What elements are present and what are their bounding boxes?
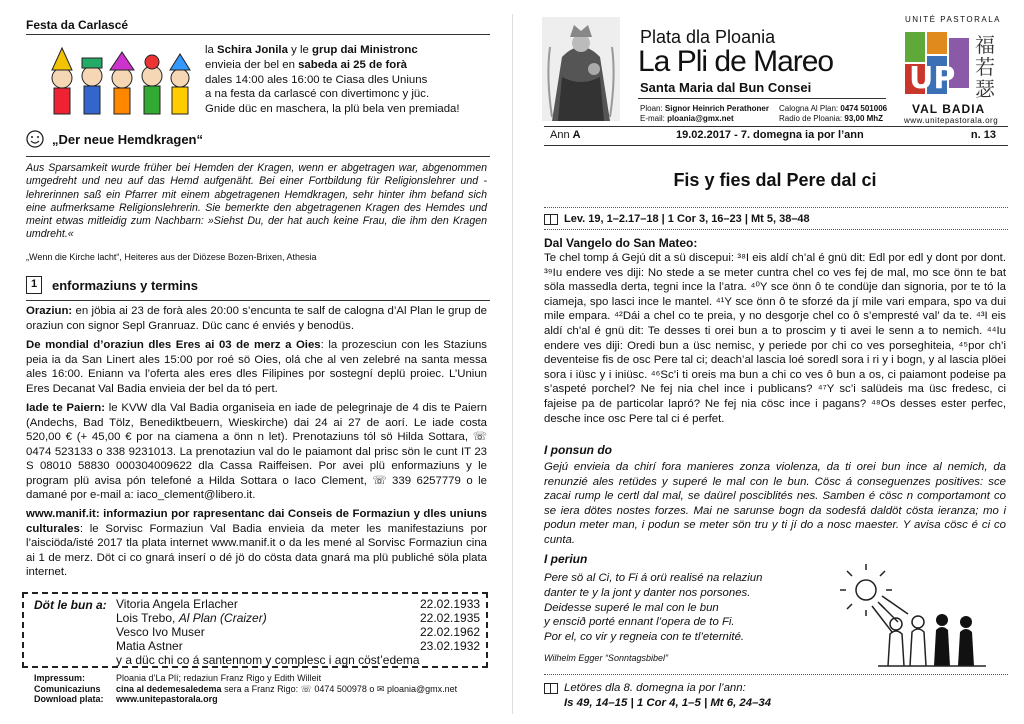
- svg-text:若: 若: [975, 55, 995, 79]
- download-link[interactable]: www.unitepastorala.org: [116, 694, 218, 704]
- info-paiern: Iade te Paiern: le KVW dla Val Badia organiseia en iade de pelegrinaje de 4 dis te Paiern (Andechs, Bad Tölz, Benediktbeuern, Wieskirche) dai 24 ai 27 de aorí. Le iade costa 520,00 € (+ 45,00 € por na ciamena a önn n let). Prenotaziuns tól sö Hilda Sottara, ☏ 0474 523133 o 338 9231013. La prenotaziun val do le paiamont dal prisc sön le cunt IT 23 S 08010 58830 000304009622 dla Cassa Raiffeisen. Por avei plü enformaziuns y le program plü avisa pón telefoné a Hilda Sottara o Iaco Clement, ☏ 339 6257779 o le damané por e-mail a: iaco_clement@libero.it.: [26, 402, 487, 501]
- periun-heading: I periun: [544, 552, 588, 566]
- divider: [544, 229, 1008, 230]
- issue-number: n. 13: [970, 129, 996, 141]
- contact-ploan: Ploan: Signor Heinrich Perathoner E-mail: ploania@gmx.net: [640, 104, 769, 123]
- divider: [544, 126, 1008, 127]
- hemd-heading: [26, 130, 203, 148]
- website-link[interactable]: www.unitepastorala.org: [904, 116, 999, 125]
- issue-date: 19.02.2017 - 7. domegna ia por l’ann: [676, 129, 864, 141]
- column-divider: [512, 14, 513, 714]
- info-manif: www.manif.it: informaziun por rapresentanc dai Conseis de Formaziun y dles uniuns culturales: le Sorvisc Formaziun Val Badia envieia da meter les manifestaziuns por l’aisciöda/isté 2017 tla plata internet www.manif.it o da les mené al Sorvisc Formaziun cina ai 1 de merz. Döt ci co gnará inserí o dé jö do cösta data gnará ma plü publiché söla plata internet.: [26, 508, 487, 578]
- svg-text:瑟: 瑟: [975, 77, 995, 100]
- gospel-heading: Dal Vangelo do San Mateo:: [544, 236, 698, 250]
- birthdays-box: Döt le bun a: Vitoria Angela Erlacher 22.02.1933 Lois Trebo, Al Plan (Craizer) 22.02.1935 Vesco Ivo Muser 22.02.1962 Matia Astner 23.02.1932 y a düc chi co á santennom y complesc i agn cöst’edema: [22, 592, 488, 668]
- birthdays-footer: y a düc chi co á santennom y complesc i agn cöst’edema: [116, 653, 420, 667]
- divider: [544, 207, 1008, 208]
- impressum: Impressum: Ploania d’La Plí; redaziun Franz Rigo y Edith Willeit Comunicaziuns cina al dedemesaledema sera a Franz Rigo: ☏ 0474 500978 o ✉ ploania@gmx.net Download plata: www.unitepastorala.org: [34, 673, 458, 704]
- unite-pastorala-logo: [903, 28, 1003, 100]
- header-title: La Pli de Mareo: [638, 45, 834, 78]
- contact-calogna: Calogna Al Plan: 0474 501006 Radio de Ploania: 93,00 MhZ: [779, 104, 888, 123]
- info-heading: [26, 276, 198, 294]
- book-icon: [544, 214, 558, 225]
- hemd-source: „Wenn die Kirche lacht“, Heiteres aus der Diözese Bozen-Brixen, Athesia: [26, 252, 317, 262]
- divider: [26, 156, 490, 157]
- info-mondial: De mondial d’oraziun dles Eres ai 03 de merz a Oies: la prozesciun con les Staziuns peia ia da San Linert ales 15:00 por roé sö Oies, olá che al ven zelebré na santa messa ales 16:00. Eniann va l’oferta ales eres dles Filipines por sostegní deplü proiec. L’Uniun Eres Decanat Val Badia envieia der bel da tó pert.: [26, 339, 487, 395]
- figures-sun-drawing: [838, 562, 988, 668]
- divider: [544, 674, 1008, 675]
- issue-year: Ann A: [550, 129, 581, 141]
- hemd-text: Aus Sparsamkeit wurde früher bei Hemden der Kragen, wenn er abgetragen war, abgenommen umgedreht und neu auf das Hemd aufgenäht. Bei einer Fortbildung für Religionslehrer und -lehrerinnen saß ein Pfarrer mit einem abgetragenen Hemdkragen, sehr hinter ihm befand sich eine aufmerksame Religionslehrerin. Sie bemerkte den abgetragenen Kragen des Hemdes und meint etwas mitleidig zum Nachbarn: »Siehst Du, der hat auch keine Frau, die ihm den Kragen umdreht.«: [26, 162, 487, 241]
- birthdays-label: Döt le bun a:: [34, 598, 107, 612]
- ponsun-heading: I ponsun do: [544, 443, 612, 457]
- carnival-kids-illustration: [44, 40, 194, 120]
- unite-label: UNITÉ PASTORALA: [905, 15, 1001, 24]
- gospel-text: Te chel tomp á Gejú dit a sü discepui: ³⁸I eis aldí ch’al é gnü dit: Edl por edl y dont por dont. ³⁹Iu endere ves diji: No stede a se meter cuntra chel co ves fej de mal, mo sce önn te bat söla massedla derta, tegni ince la l’atra. ⁴⁰Y sce önn ô te condüje dan signoria, por te tó la ciameja, spo lasci ince le mantel. ⁴¹Y sce önn ô te sforzé da jí mile vari empara, spo va dui mile empara. ⁴²Dái a chel co te preia, y no desgorje chel co ô s’empresté val’ da te. ⁴³I eis aldí ch’al é gnü dit: Te desses ti orei bun a to proscim y ti avei le senn a to nemich. ⁴⁴Iu endere ves diji: Oredi bun a üsc nemisc, y periede por chi co ves porseghiteia, ⁴⁵por ch’i deventeise fis de osc Pere tal ci; deach’al lascia loé soredl sora i ri y i bogn, y al lascia plöei sora i iüsc y i iniüsc. ⁴⁶Sc’i ti oreis ma bun a chi co ves ô bun a os, ci paiamont podeise pa s’aspeté porchel? Ne fej nia chel ince i publicans? ⁴⁷Y sc’i salüdeis ma üsc fredesc, ci fajeise pa de particolar lapró? Ne fej nia cösc ince i pagans? ⁴⁸Os desses ester perfec, desche ince osc Pere tal ci é perfet.: [544, 252, 1006, 425]
- periun-source: Wilhelm Egger “Sonntagsbibel”: [544, 653, 668, 663]
- divider: [26, 300, 490, 301]
- divider: [26, 34, 490, 35]
- carlasce-title: Festa da Carlascé: [26, 18, 129, 32]
- hemd-title: „Der neue Hemdkragen“: [52, 131, 203, 147]
- divider: [638, 98, 886, 99]
- next-readings: Letöres dla 8. domegna ia por l’ann: Is 49, 14–15 | 1 Cor 4, 1–5 | Mt 6, 24–34: [544, 681, 771, 710]
- madonna-image: [542, 17, 620, 121]
- svg-text:福: 福: [975, 33, 995, 57]
- periun-text: Pere sö al Ci, to Fi á orü realisé na relaziun danter te y la jont y danter nos porsones. Deidesse superé le mal con le bun y enscið porté ennant l’opera de to Fi. Por el, co vir y regneia con te tl’eternité.: [544, 572, 763, 644]
- info-title: enformaziuns y termins: [52, 277, 198, 293]
- carlasce-text: la Schira Jonila y le grup dai Ministronc envieia der bel en sabeda ai 25 de forà dales 14:00 ales 16:00 te Ciasa dles Uniuns a na festa da carlascé con divertimonc y jüc. Gnide düc en maschera, la plü bela ven premiada!: [205, 44, 460, 116]
- header-subtitle: Santa Maria dal Bun Consei: [640, 80, 812, 95]
- divider: [544, 145, 1008, 146]
- header-plata: Plata dla Ploania: [640, 27, 776, 47]
- sunday-title: Fis y fies dal Pere dal ci: [673, 170, 877, 190]
- book-icon: [544, 683, 558, 694]
- svg-text:UP: UP: [909, 61, 956, 96]
- calendar-icon: 1: [26, 276, 42, 294]
- ponsun-text: Gejú envieia da chirí fora manieres zonza violenza, da ti orei bun ince al nemich, da renunzié ales retüdes y superé le mal con le bun. Cösc á conseguenzes positives: sce zacai rump le certl dal mal, se daürel posciblités nes. Samben é cösc n comportamont co se iera dötes nostes forzes. Mai ne sarunse bogn da sodesfá daldöt cösta ieranza; mo i podun meter man, i podun se meter sön tru y ti jí do a nosc maester. Y avisa cösc é ci co cunta.: [544, 461, 1006, 546]
- smiley-icon: [26, 130, 44, 148]
- valbadia-label: VAL BADIA: [912, 102, 986, 116]
- info-oraziun: Oraziun: en jöbia ai 23 de forà ales 20:00 s’encunta te salf de calogna d’Al Plan le grup de oraziun con signor Sepl Granruaz. Düc canc é enviés y benodüs.: [26, 305, 487, 332]
- readings: Lev. 19, 1–2.17–18 | 1 Cor 3, 16–23 | Mt 5, 38–48: [544, 213, 810, 225]
